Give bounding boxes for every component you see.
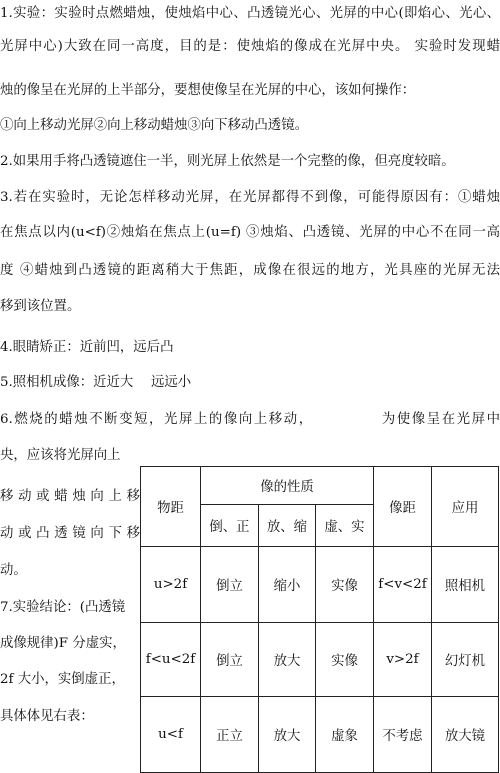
side-text-line: 动。	[0, 563, 27, 578]
text-line: 度 ④蜡烛到凸透镜的距离稍大于焦距，成像在很远的地方，光具座的光屏无法	[0, 263, 500, 278]
side-text-line: 动或凸透镜向下移	[0, 526, 140, 541]
cell-image-distance: f<v<2f	[374, 547, 432, 623]
cell-orientation: 正立	[201, 697, 259, 773]
header-application: 应用	[432, 467, 499, 547]
text-line: 光屏中心)大致在同一高度，目的是：使烛焰的像成在光屏中央。 实验时发现蜡	[0, 39, 500, 54]
side-text-line: 具体体见右表：	[0, 709, 94, 724]
cell-image-type: 实像	[316, 547, 374, 623]
cell-image-type: 实像	[316, 623, 374, 697]
cell-object-distance: u<f	[141, 697, 201, 773]
cell-image-type: 虚象	[316, 697, 374, 773]
text-line: 4.眼睛矫正：近前凹，远后凸	[0, 340, 174, 355]
cell-object-distance: u>2f	[141, 547, 201, 623]
text-line: 移到该位置。	[0, 299, 81, 314]
cell-orientation: 倒立	[201, 623, 259, 697]
header-image-distance: 像距	[374, 467, 432, 547]
side-text-line: 成像规律)F 分虚实，	[0, 636, 126, 651]
text-line: ①向上移动光屏②向上移动蜡烛③向下移动凸透镜。	[0, 118, 308, 133]
text-line: 5.照相机成像：近近大 远远小	[0, 375, 192, 390]
text-line: 1.实验：实验时点燃蜡烛，使烛焰中心、凸透镜光心、光屏的中心(即焰心、光心、	[0, 6, 500, 21]
header-image-nature: 像的性质	[201, 467, 374, 505]
text-line: 6.燃烧的蜡烛不断变短，光屏上的像向上移动， 为使像呈在光屏中	[0, 412, 500, 427]
subheader-real-virtual: 虚、实	[316, 505, 374, 547]
header-object-distance: 物距	[141, 467, 201, 547]
table-row	[141, 697, 499, 773]
table-row	[141, 623, 499, 697]
text-line: 2.如果用手将凸透镜遮住一半，则光屏上依然是一个完整的像，但亮度较暗。	[0, 154, 455, 169]
cell-image-distance: v>2f	[374, 623, 432, 697]
cell-application: 放大镜	[432, 697, 499, 773]
cell-application: 幻灯机	[432, 623, 499, 697]
subheader-size: 放、缩	[259, 505, 316, 547]
table-row	[141, 547, 499, 623]
subheader-orientation: 倒、正	[201, 505, 259, 547]
cell-object-distance: f<u<2f	[141, 623, 201, 697]
side-text-line: 7.实验结论：(凸透镜	[0, 600, 126, 615]
cell-size: 缩小	[259, 547, 316, 623]
text-line: 3.若在实验时，无论怎样移动光屏，在光屏都得不到像，可能得原因有：①蜡烛	[0, 190, 500, 205]
text-line: 央，应该将光屏向上	[0, 448, 121, 463]
cell-image-distance: 不考虑	[374, 697, 432, 773]
cell-orientation: 倒立	[201, 547, 259, 623]
side-text-line: 2f 大小，实倒虚正，	[0, 672, 125, 687]
cell-size: 放大	[259, 623, 316, 697]
cell-application: 照相机	[432, 547, 499, 623]
text-line: 烛的像呈在光屏的上半部分，要想使像呈在光屏的中心，该如何操作：	[0, 83, 416, 98]
text-line: 在焦点以内(u<f)②烛焰在焦点上(u=f) ③烛焰、凸透镜、光屏的中心不在同一高	[0, 225, 500, 240]
lens-imaging-table	[140, 466, 499, 773]
cell-size: 放大	[259, 697, 316, 773]
side-text-line: 移动或蜡烛向上移	[0, 489, 140, 504]
